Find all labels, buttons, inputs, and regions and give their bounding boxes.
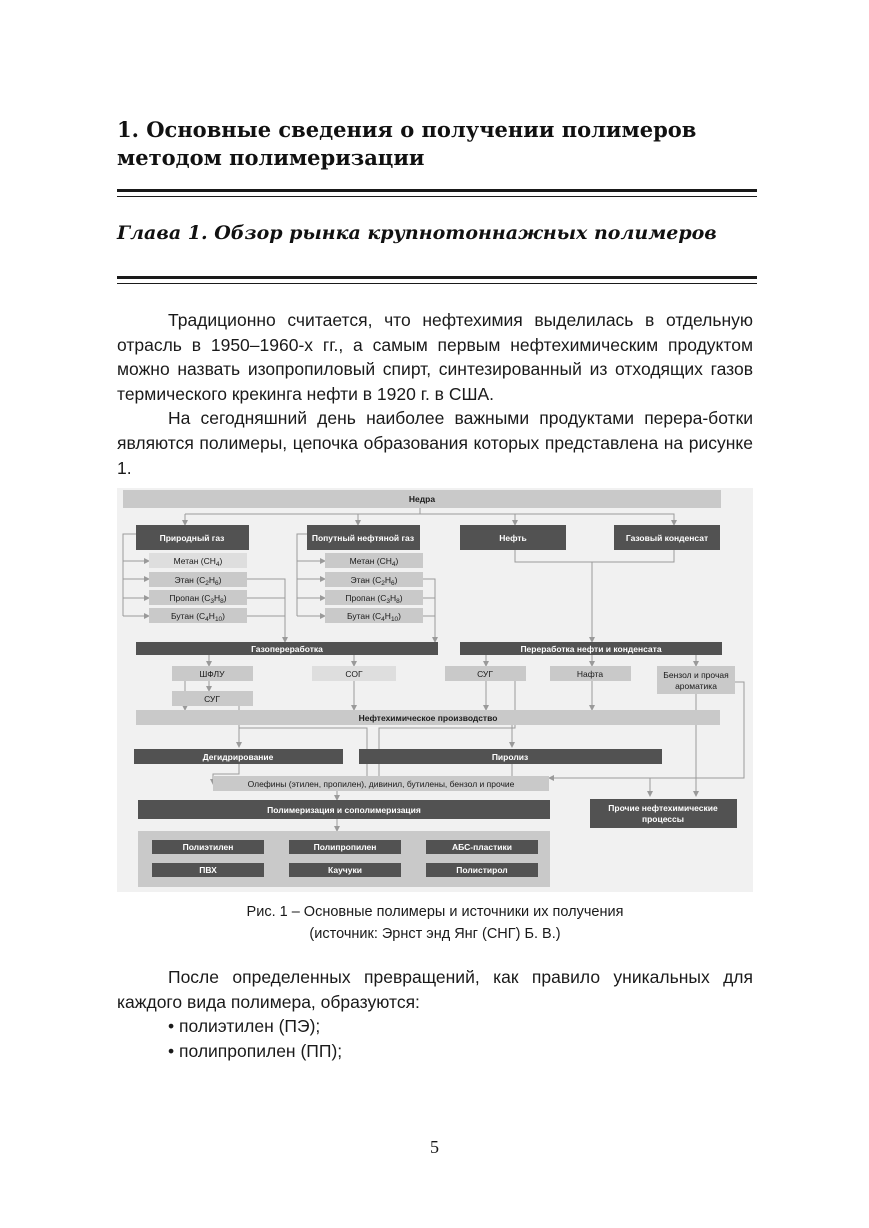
label-neftekhim: Нефтехимическое производство bbox=[358, 713, 498, 723]
label-polymer-pvkh: ПВХ bbox=[199, 865, 217, 875]
label-polymer-polietilen: Полиэтилен bbox=[182, 842, 234, 852]
label-propan-1: Пропан $(C_3H_8)$ bbox=[169, 593, 227, 605]
flow-diagram bbox=[117, 488, 753, 892]
label-metan-2: Метан $(CH_4)$ bbox=[349, 556, 399, 568]
label-benzol-line-2: ароматика bbox=[675, 681, 717, 691]
label-propan-2: Пропан $(C_3H_8)$ bbox=[345, 593, 403, 605]
label-etan-2: Этан $(C_2H_6)$ bbox=[350, 575, 398, 587]
double-rule-top bbox=[117, 189, 757, 197]
label-sug-left: СУГ bbox=[204, 694, 220, 704]
chapter-heading: Глава 1. Обзор рынка крупнотоннажных полимеров bbox=[117, 222, 717, 244]
label-olefiny: Олефины (этилен, пропилен), дивинил, бутилены, бензол и прочие bbox=[247, 779, 515, 789]
bullet-item-2: • полипропилен (ПП); bbox=[168, 1040, 343, 1061]
label-neft: Нефть bbox=[499, 533, 527, 543]
label-prirodny-gaz: Природный газ bbox=[159, 533, 225, 543]
section-heading-line-2: методом полимеризации bbox=[117, 145, 425, 170]
label-poputny-gaz: Попутный нефтяной газ bbox=[311, 533, 415, 543]
caption-line-1: Рис. 1 – Основные полимеры и источники их получения bbox=[246, 904, 624, 920]
label-polimerizatsiya: Полимеризация и сополимеризация bbox=[267, 805, 421, 815]
section-heading-line-1: 1. Основные сведения о получении полимеров bbox=[117, 117, 697, 142]
page-number: 5 bbox=[430, 1137, 439, 1157]
paragraph-1: Традиционно считается, что нефтехимия выделилась в отдельную отрасль в 1950–1960-х гг., а самым первым нефтехимическим продуктом можно назвать изопропиловый спирт, синтезированный из отходящих газов термического крекинга нефти в 1920 г. в США. bbox=[117, 310, 753, 404]
intro-text bbox=[117, 308, 753, 480]
paragraph-3: После определенных превращений, как правило уникальных для каждого вида полимера, образуются: bbox=[117, 967, 753, 1012]
label-polymer-abs: АБС-пластики bbox=[452, 842, 512, 852]
label-prochie-line-2: процессы bbox=[641, 814, 685, 824]
label-prochie-line-1: Прочие нефтехимические bbox=[608, 803, 718, 813]
label-benzol-line-1: Бензол и прочая bbox=[663, 670, 729, 680]
label-shflu: ШФЛУ bbox=[199, 669, 225, 679]
label-gazopererabotka: Газопереработка bbox=[251, 644, 323, 654]
double-rule-bottom bbox=[117, 276, 757, 284]
figure-polymer-chain bbox=[117, 488, 753, 892]
label-sug-right: СУГ bbox=[477, 669, 493, 679]
caption-line-2: (источник: Эрнст энд Янг (СНГ) Б. В.) bbox=[309, 926, 561, 942]
label-metan-1: Метан $(CH_4)$ bbox=[173, 556, 223, 568]
label-piroliz: Пиролиз bbox=[491, 752, 529, 762]
panel-polymers bbox=[138, 831, 550, 887]
label-kondensat: Газовый конденсат bbox=[625, 533, 709, 543]
paragraph-2: На сегодняшний день наиболее важными продуктами перера-ботки являются полимеры, цепочка образования которых представлена на рисунке 1. bbox=[117, 408, 753, 478]
label-etan-1: Этан $(C_2H_6)$ bbox=[174, 575, 222, 587]
label-nedra: Недра bbox=[408, 494, 436, 504]
label-butan-1: Бутан $(C_4H_{10})$ bbox=[170, 611, 226, 623]
bullet-item-1: • полиэтилен (ПЭ); bbox=[168, 1016, 321, 1037]
after-figure-text bbox=[117, 965, 753, 1063]
label-polymer-polipropilen: Полипропилен bbox=[313, 842, 377, 852]
label-nafta: Нафта bbox=[576, 669, 604, 679]
label-degidrirovanie: Дегидрирование bbox=[202, 752, 274, 762]
label-pererabotka-nefti: Переработка нефти и конденсата bbox=[520, 644, 662, 654]
label-sog: СОГ bbox=[345, 669, 363, 679]
section-heading bbox=[117, 116, 757, 172]
label-polymer-polistirol: Полистирол bbox=[456, 865, 508, 875]
label-polymer-kauchuki: Каучуки bbox=[328, 865, 362, 875]
label-butan-2: Бутан $(C_4H_{10})$ bbox=[346, 611, 402, 623]
figure-caption bbox=[117, 901, 753, 945]
